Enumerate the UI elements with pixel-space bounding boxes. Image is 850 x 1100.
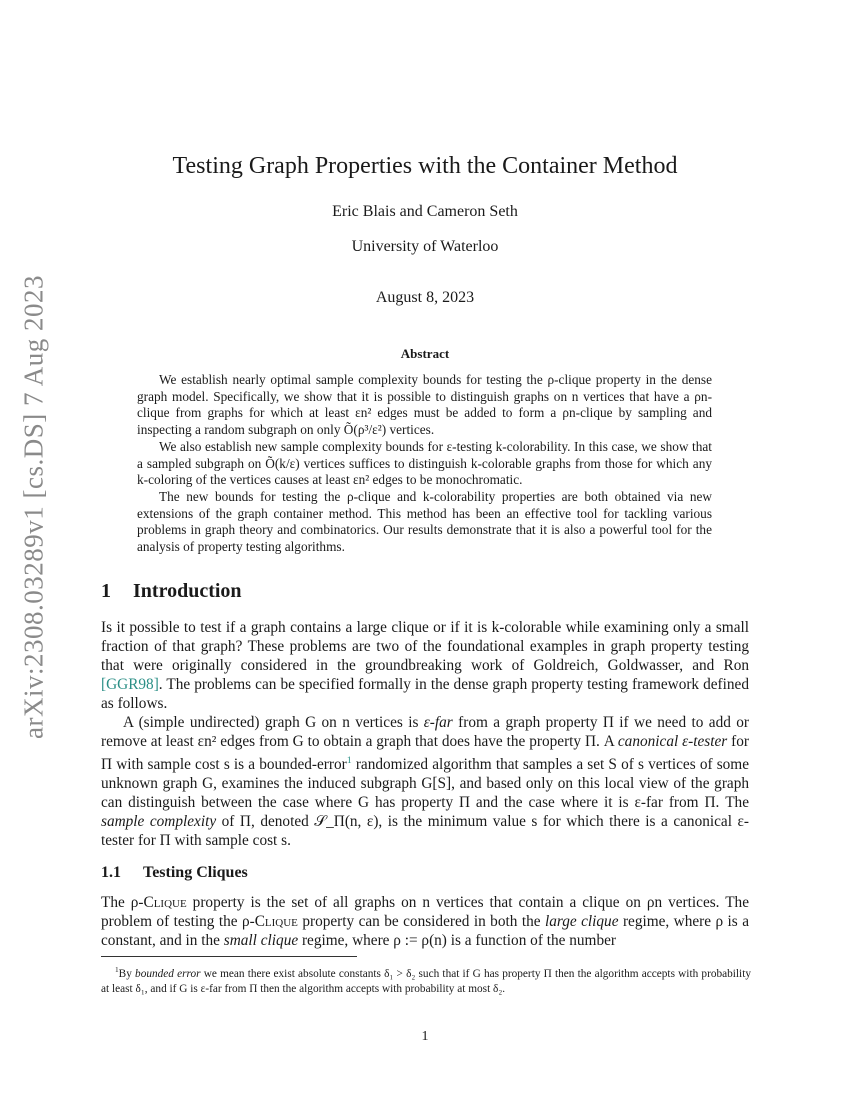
term-large-clique: large clique [544, 913, 619, 930]
footnote-text-b: we mean there exist absolute constants δ₁ > δ₂ such that if G has property Π then the algorithm accepts with probability at least δ₁, and if G is ε-far from Π then the algorithm accepts with probability at most δ₂. [101, 967, 751, 995]
intro-p1-text-b: . The problems can be specified formally in the dense graph property testing framework defined as follows. [101, 676, 749, 712]
intro-p2-text-d: randomized algorithm that samples a set S of s vertices of some unknown graph G, examines the induced subgraph G[S], and based only on this local view of the graph can distinguish between the case where G has property Π and the case where it is ε-far from Π. The [101, 756, 749, 812]
intro-p2-text-c: for Π with sample cost s is a bounded-error [101, 733, 749, 774]
section-number: 1 [101, 580, 111, 602]
footnote-term-bounded-error: bounded error [135, 967, 201, 980]
term-canonical-tester: canonical ε-tester [617, 733, 728, 750]
footnote-reference-link[interactable]: 1 [346, 755, 352, 766]
cliques-text-a: The ρ- [101, 894, 144, 911]
subsection-title: Testing Cliques [143, 864, 248, 881]
cliques-text-c: property can be considered in both the [297, 913, 545, 930]
introduction-body [101, 618, 749, 850]
footnote-text-a: By [118, 967, 136, 980]
abstract-body [137, 372, 712, 556]
intro-p2-text-e: of Π, denoted 𝒮_Π(n, ε), is the minimum value s for which there is a canonical ε-tester for Π with sample cost s. [101, 813, 749, 850]
footnote-divider [101, 956, 357, 957]
paper-authors: Eric Blais and Cameron Seth [332, 203, 518, 220]
intro-p2-text-a: A (simple undirected) graph G on n vertices is [123, 714, 424, 731]
term-clique: Clique [143, 894, 187, 911]
term-sample-complexity: sample complexity [101, 813, 217, 831]
cliques-text-d: regime, where ρ is a constant, and in the [101, 913, 749, 949]
intro-paragraph-2 [101, 713, 749, 850]
section-heading-introduction [101, 580, 242, 603]
abstract-heading: Abstract [400, 346, 450, 361]
footnote-mark: 1 [115, 965, 119, 974]
page-number: 1 [421, 1029, 429, 1044]
term-small-clique: small clique [223, 932, 299, 949]
arxiv-identifier-text: arXiv:2308.03289v1 [cs.DS] 7 Aug 2023 [18, 275, 49, 739]
term-clique: Clique [254, 913, 298, 930]
term-epsilon-far: ε-far [423, 714, 453, 731]
paper-title: Testing Graph Properties with the Container Method [172, 153, 678, 179]
cliques-paragraph [101, 893, 749, 950]
subsection-number: 1.1 [101, 864, 121, 881]
subsection-heading-testing-cliques [101, 864, 248, 882]
intro-p2-text-b: from a graph property Π if we need to add or remove at least εn² edges from G to obtain a graph that does have the property Π. A [101, 714, 749, 750]
cliques-text-b: property is the set of all graphs on n vertices that contain a clique on ρn vertices. The problem of testing the ρ- [101, 894, 749, 930]
cliques-text-e: regime, where ρ := ρ(n) is a function of the number [298, 932, 616, 949]
paper-date: August 8, 2023 [375, 289, 475, 306]
testing-cliques-body [101, 893, 749, 950]
paper-affiliation: University of Waterloo [351, 238, 499, 255]
citation-link-ggr98[interactable]: [GGR98] [101, 676, 159, 693]
intro-paragraph-1 [101, 618, 749, 713]
section-title: Introduction [133, 580, 242, 602]
intro-p1-text-a: Is it possible to test if a graph contains a large clique or if it is k-colorable while examining only a small fraction of that graph? These problems are two of the foundational examples in graph property testing that were originally considered in the groundbreaking work of Goldreich, Goldwasser, and Ron [101, 619, 749, 674]
footnote-text [101, 962, 751, 997]
abstract-paragraph-3: The new bounds for testing the ρ-clique and k-colorability properties are both obtained via new extensions of the graph container method. This method has been an effective tool for tackling various problems in graph theory and combinatorics. Our results demonstrate that it is also a powerful tool for the analysis of property testing algorithms. [137, 488, 712, 555]
abstract-paragraph-2: We also establish new sample complexity bounds for ε-testing k-colorability. In this case, we show that a sampled subgraph on Õ(k/ε) vertices suffices to distinguish k-colorable graphs from those for which any k-coloring of the vertices causes at least εn² edges to be monochromatic. [137, 438, 712, 488]
arxiv-identifier-stamp [4, 262, 64, 752]
footnote [101, 962, 751, 997]
abstract-paragraph-1: We establish nearly optimal sample complexity bounds for testing the ρ-clique property in the dense graph model. Specifically, we show that it is possible to distinguish graphs on n vertices that have a ρn-clique from graphs for which at least εn² edges must be added to form a ρn-clique by sampling and inspecting a random subgraph on only Õ(ρ³/ε²) vertices. [137, 372, 712, 438]
